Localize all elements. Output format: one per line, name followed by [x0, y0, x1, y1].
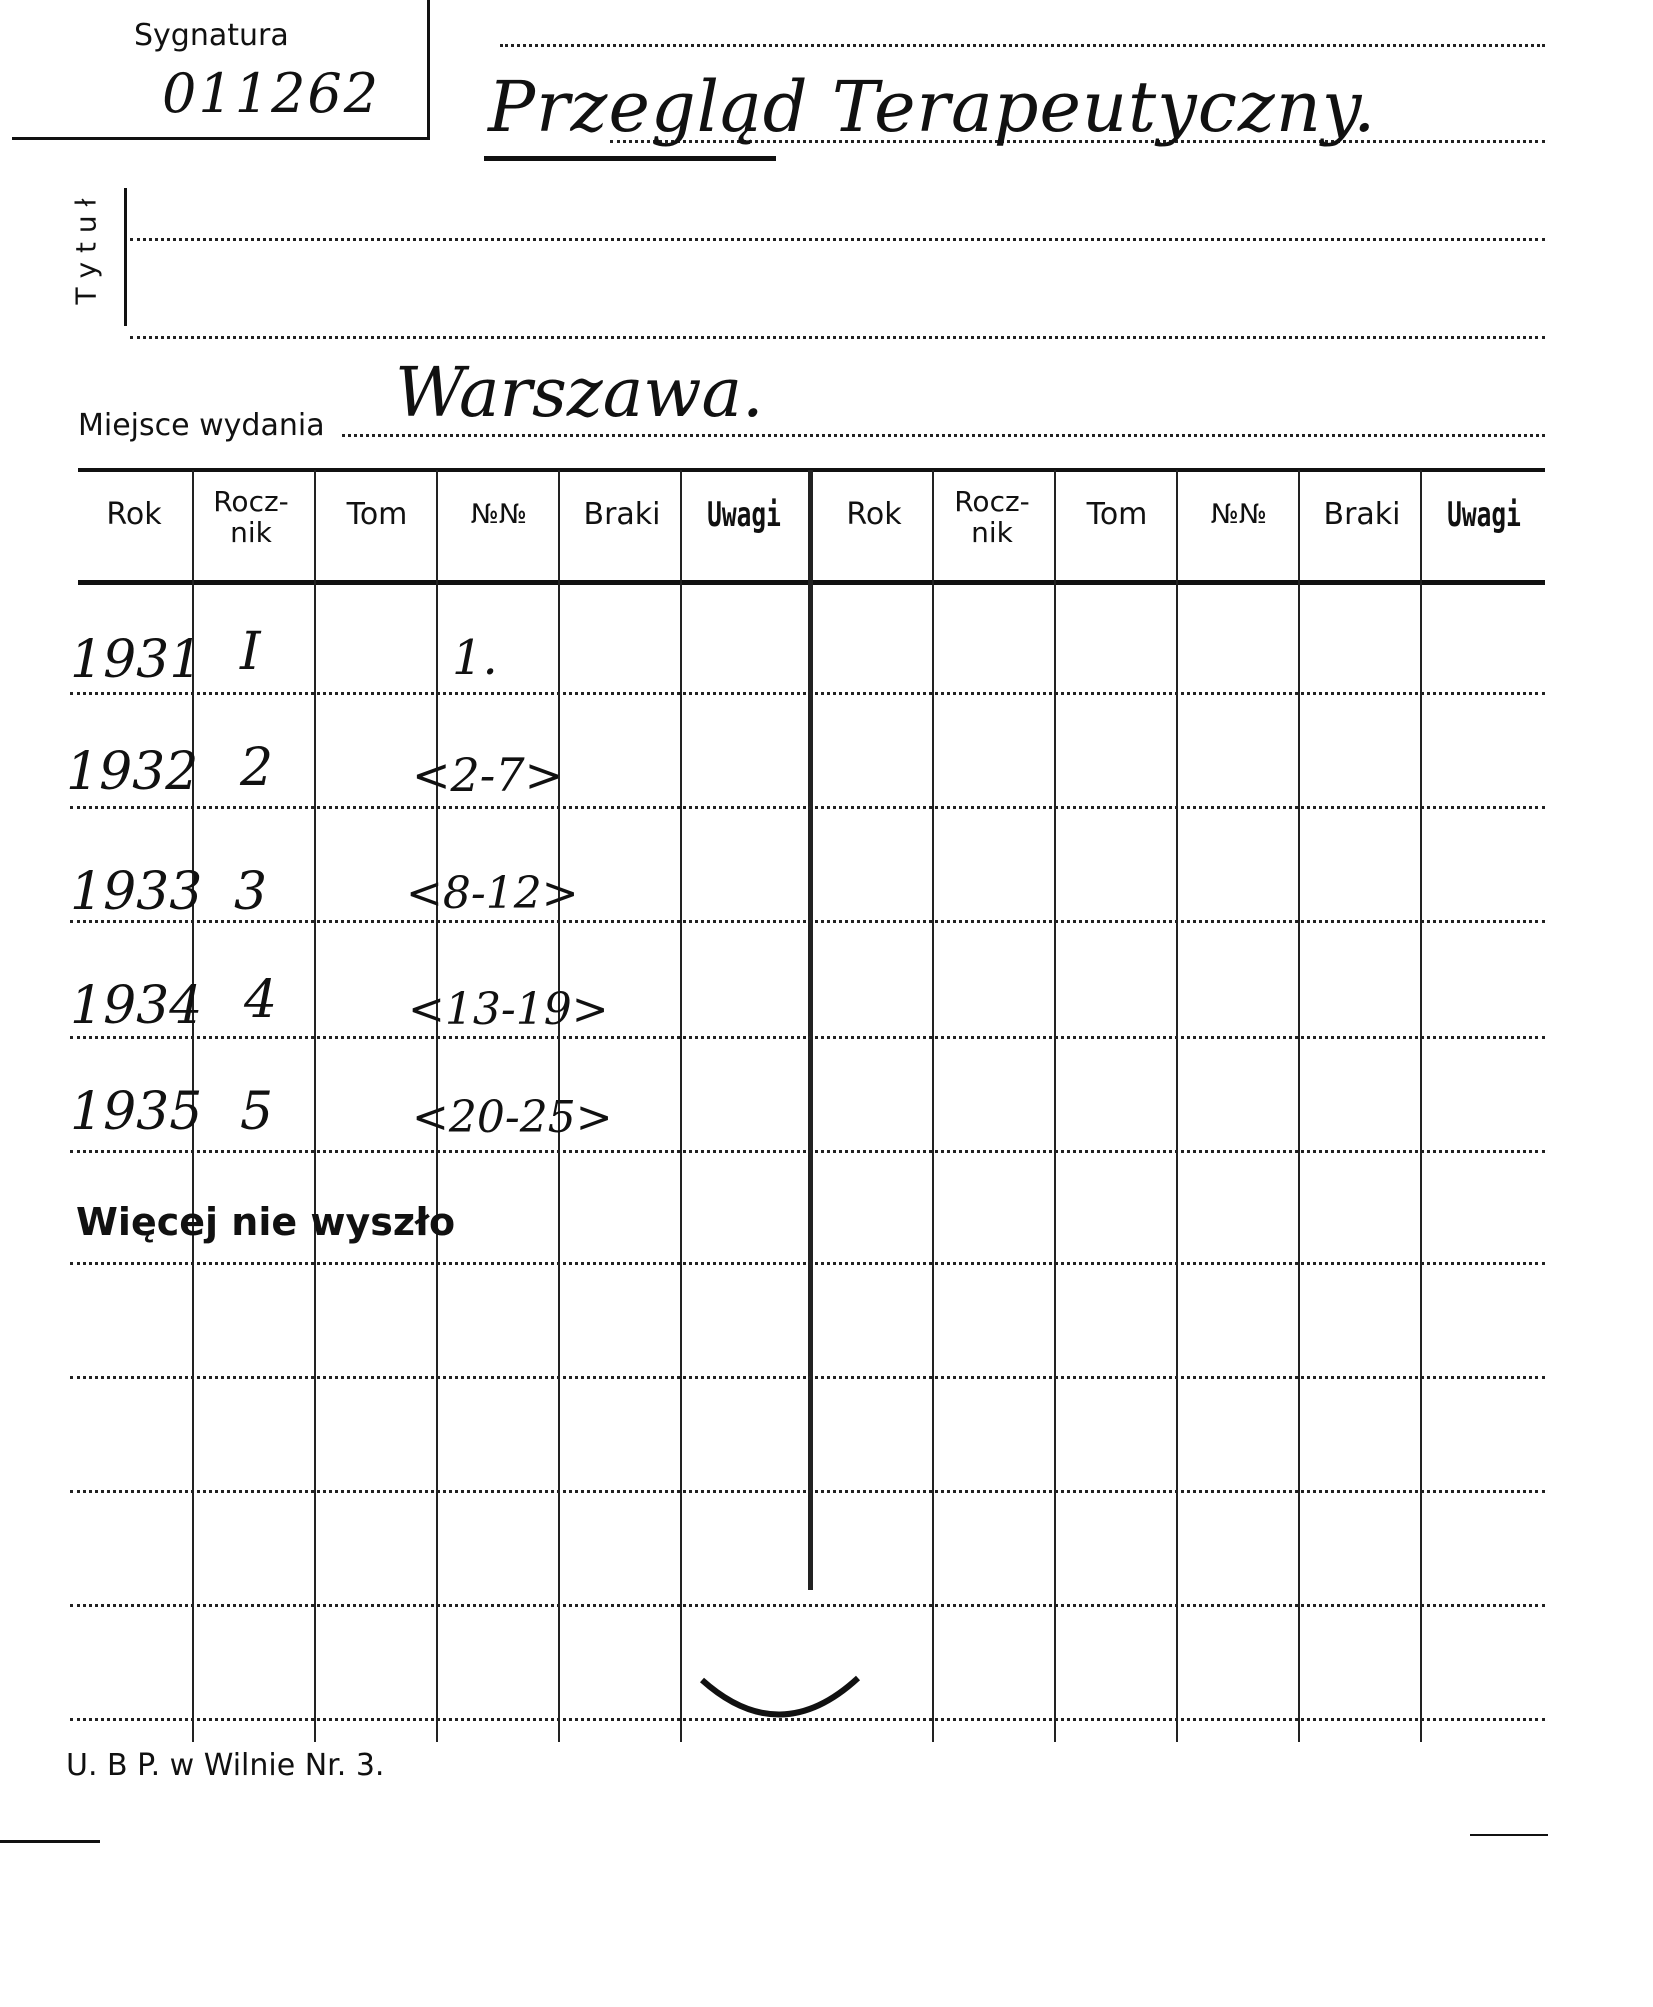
column-divider — [1176, 470, 1178, 1742]
column-divider — [932, 470, 934, 1742]
row-1935-rok: 1935 — [70, 1082, 203, 1142]
col-header-uwagi-2: Uwagi — [1447, 495, 1521, 535]
row-rule — [70, 920, 1545, 923]
title-side-label: T y t u ł — [69, 198, 103, 305]
row-rule — [70, 1262, 1545, 1265]
col-header-numery-2: №№ — [1210, 499, 1268, 530]
title-bracket — [110, 188, 127, 326]
bottom-left-mark — [0, 1840, 100, 1843]
row-1933-rocznik: 3 — [234, 862, 268, 922]
row-1932-rocznik: 2 — [240, 738, 274, 798]
col-header-tom-2: Tom — [1086, 497, 1148, 532]
col-header-rocznik: Rocz-nik — [213, 485, 289, 549]
row-1935-rocznik: 5 — [240, 1082, 274, 1142]
footer-imprint: U. B P. w Wilnie Nr. 3. — [66, 1748, 385, 1783]
row-1933-rok: 1933 — [70, 862, 203, 922]
col-header-braki-2: Braki — [1323, 497, 1401, 532]
row-rule — [70, 1150, 1545, 1153]
end-note: Więcej nie wyszło — [76, 1200, 456, 1244]
column-divider — [1298, 470, 1300, 1742]
title-line-4 — [130, 336, 1545, 339]
row-1935-numery: <20-25> — [412, 1092, 613, 1143]
row-1931-rok: 1931 — [70, 630, 203, 690]
row-rule — [70, 1490, 1545, 1493]
col-header-numery: №№ — [470, 499, 528, 530]
title-underline — [484, 156, 776, 161]
row-rule — [70, 692, 1545, 695]
periodical-title: Przegląd Terapeutyczny. — [488, 66, 1377, 148]
row-rule — [70, 1604, 1545, 1607]
row-1934-rok: 1934 — [70, 976, 203, 1036]
col-header-uwagi: Uwagi — [707, 495, 781, 535]
signature-value: 011262 — [162, 62, 381, 125]
col-header-rocznik-2: Rocz-nik — [954, 485, 1030, 549]
column-divider — [314, 470, 316, 1742]
curve-mark — [690, 1650, 870, 1740]
row-1932-numery: <2-7> — [412, 748, 564, 802]
place-value: Warszawa. — [395, 354, 764, 433]
col-header-braki: Braki — [583, 497, 661, 532]
row-1932-rok: 1932 — [66, 742, 199, 802]
col-header-tom: Tom — [346, 497, 408, 532]
row-1934-rocznik: 4 — [244, 970, 278, 1030]
row-1934-numery: <13-19> — [408, 984, 609, 1035]
signature-label: Sygnatura — [134, 18, 289, 53]
row-rule — [70, 1376, 1545, 1379]
column-divider — [680, 470, 682, 1742]
row-1931-numery: 1. — [452, 630, 498, 686]
column-divider — [1054, 470, 1056, 1742]
center-divider — [808, 470, 813, 1590]
col-header-rok-2: Rok — [846, 497, 902, 532]
place-label: Miejsce wydania — [78, 408, 325, 443]
row-rule — [70, 806, 1545, 809]
row-1931-rocznik: I — [240, 622, 261, 682]
row-rule — [70, 1036, 1545, 1039]
place-line — [342, 434, 1545, 437]
title-line-1 — [500, 44, 1545, 47]
col-header-rok: Rok — [106, 497, 162, 532]
bottom-right-mark — [1470, 1834, 1548, 1836]
signature-box — [12, 0, 430, 140]
row-1933-numery: <8-12> — [406, 868, 579, 919]
title-line-3 — [130, 238, 1545, 241]
column-divider — [1420, 470, 1422, 1742]
